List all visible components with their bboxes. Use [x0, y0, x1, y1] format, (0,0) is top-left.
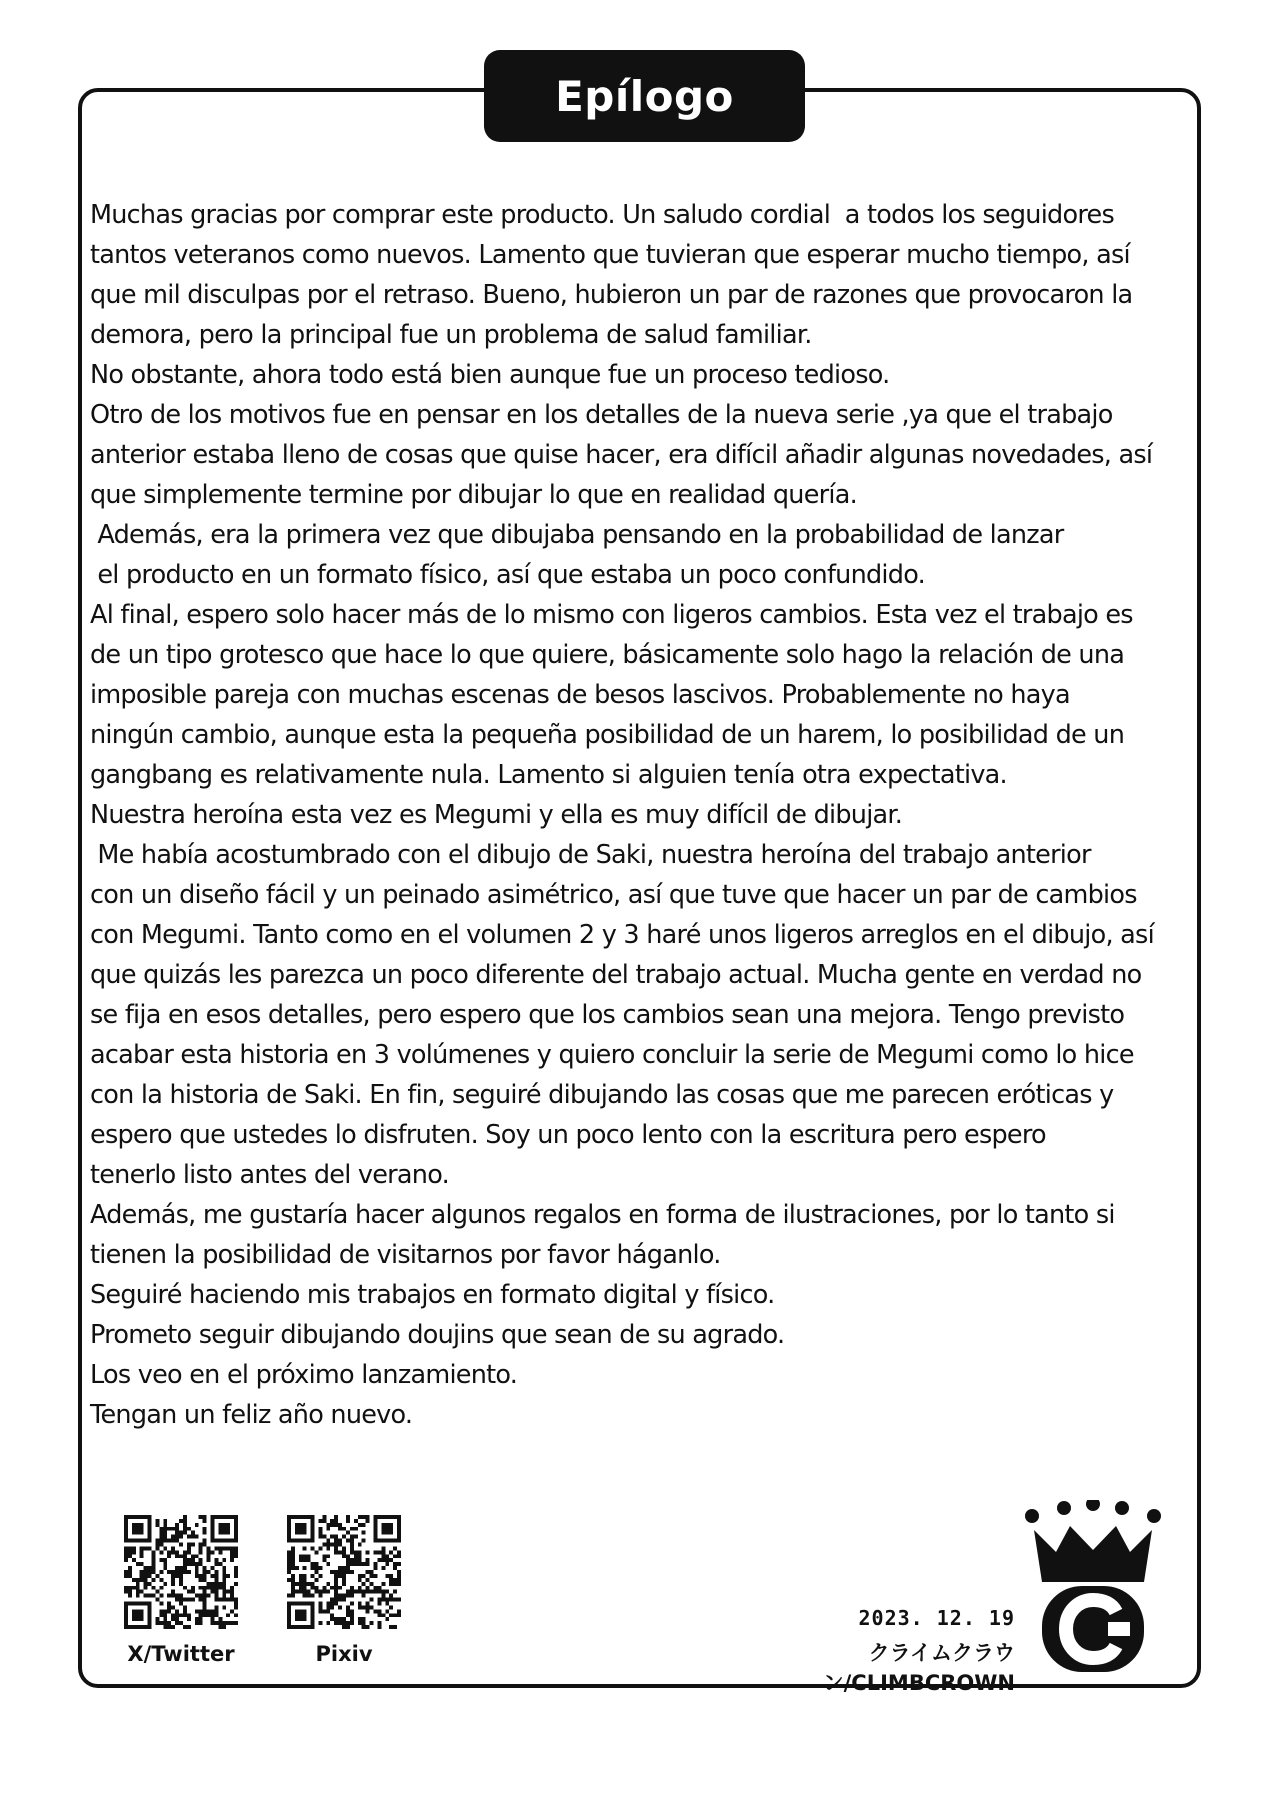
text-line: el producto en un formato físico, así que estaba un poco confundido.: [90, 560, 925, 590]
text-line: Seguiré haciendo mis trabajos en formato digital y físico.: [90, 1280, 775, 1310]
text-line: que simplemente termine por dibujar lo que en realidad quería.: [90, 480, 857, 510]
text-line: con la historia de Saki. En fin, seguiré dibujando las cosas que me parecen eróticas y: [90, 1080, 1114, 1110]
text-line: Muchas gracias por comprar este producto. Un saludo cordial a todos los seguidores: [90, 200, 1114, 230]
text-line: Los veo en el próximo lanzamiento.: [90, 1360, 518, 1390]
text-line: acabar esta historia en 3 volúmenes y quiero concluir la serie de Megumi como lo hice: [90, 1040, 1134, 1070]
text-line: con Megumi. Tanto como en el volumen 2 y 3 haré unos ligeros arreglos en el dibujo, así: [90, 920, 1154, 950]
page-title: Epílogo: [484, 50, 805, 142]
text-line: tienen la posibilidad de visitarnos por favor háganlo.: [90, 1240, 721, 1270]
twitter-qr-label: X/Twitter: [127, 1642, 235, 1666]
text-line: tenerlo listo antes del verano.: [90, 1160, 449, 1190]
text-line: imposible pareja con muchas escenas de besos lascivos. Probablemente no haya: [90, 680, 1070, 710]
pixiv-qr-label: Pixiv: [315, 1642, 373, 1666]
text-line: Además, me gustaría hacer algunos regalos en forma de ilustraciones, por lo tanto si: [90, 1200, 1115, 1230]
text-line: tantos veteranos como nuevos. Lamento que tuvieran que esperar mucho tiempo, así: [90, 240, 1130, 270]
text-line: Tengan un feliz año nuevo.: [90, 1400, 413, 1430]
text-line: ningún cambio, aunque esta la pequeña posibilidad de un harem, lo posibilidad de un: [90, 720, 1125, 750]
text-line: demora, pero la principal fue un problema de salud familiar.: [90, 320, 812, 350]
text-line: No obstante, ahora todo está bien aunque fue un proceso tedioso.: [90, 360, 890, 390]
text-line: Prometo seguir dibujando doujins que sean de su agrado.: [90, 1320, 785, 1350]
text-line: Nuestra heroína esta vez es Megumi y ella es muy difícil de dibujar.: [90, 800, 903, 830]
epilogue-text: [90, 195, 1190, 1435]
text-line: espero que ustedes lo disfruten. Soy un poco lento con la escritura pero espero: [90, 1120, 1046, 1150]
twitter-qr-code-icon[interactable]: [124, 1515, 238, 1629]
text-line: gangbang es relativamente nula. Lamento si alguien tenía otra expectativa.: [90, 760, 1007, 790]
text-line: Además, era la primera vez que dibujaba pensando en la probabilidad de lanzar: [90, 520, 1064, 550]
release-date: 2023. 12. 19: [858, 1606, 1015, 1630]
text-line: con un diseño fácil y un peinado asimétrico, así que tuve que hacer un par de cambios: [90, 880, 1137, 910]
text-line: anterior estaba lleno de cosas que quise hacer, era difícil añadir algunas novedades, así: [90, 440, 1153, 470]
circle-name: クライムクラウン/CLIMBCROWN: [822, 1641, 1015, 1695]
text-line: Al final, espero solo hacer más de lo mismo con ligeros cambios. Esta vez el trabajo es: [90, 600, 1133, 630]
text-line: que quizás les parezca un poco diferente del trabajo actual. Mucha gente en verdad no: [90, 960, 1142, 990]
pixiv-qr-code-icon[interactable]: [287, 1515, 401, 1629]
text-line: de un tipo grotesco que hace lo que quiere, básicamente solo hago la relación de una: [90, 640, 1125, 670]
text-line: que mil disculpas por el retraso. Bueno, hubieron un par de razones que provocaron la: [90, 280, 1133, 310]
text-line: Otro de los motivos fue en pensar en los detalles de la nueva serie ,ya que el trabajo: [90, 400, 1113, 430]
text-line: se fija en esos detalles, pero espero que los cambios sean una mejora. Tengo previsto: [90, 1000, 1125, 1030]
crown-c-logo-icon: [1022, 1500, 1164, 1675]
text-line: Me había acostumbrado con el dibujo de Saki, nuestra heroína del trabajo anterior: [90, 840, 1091, 870]
